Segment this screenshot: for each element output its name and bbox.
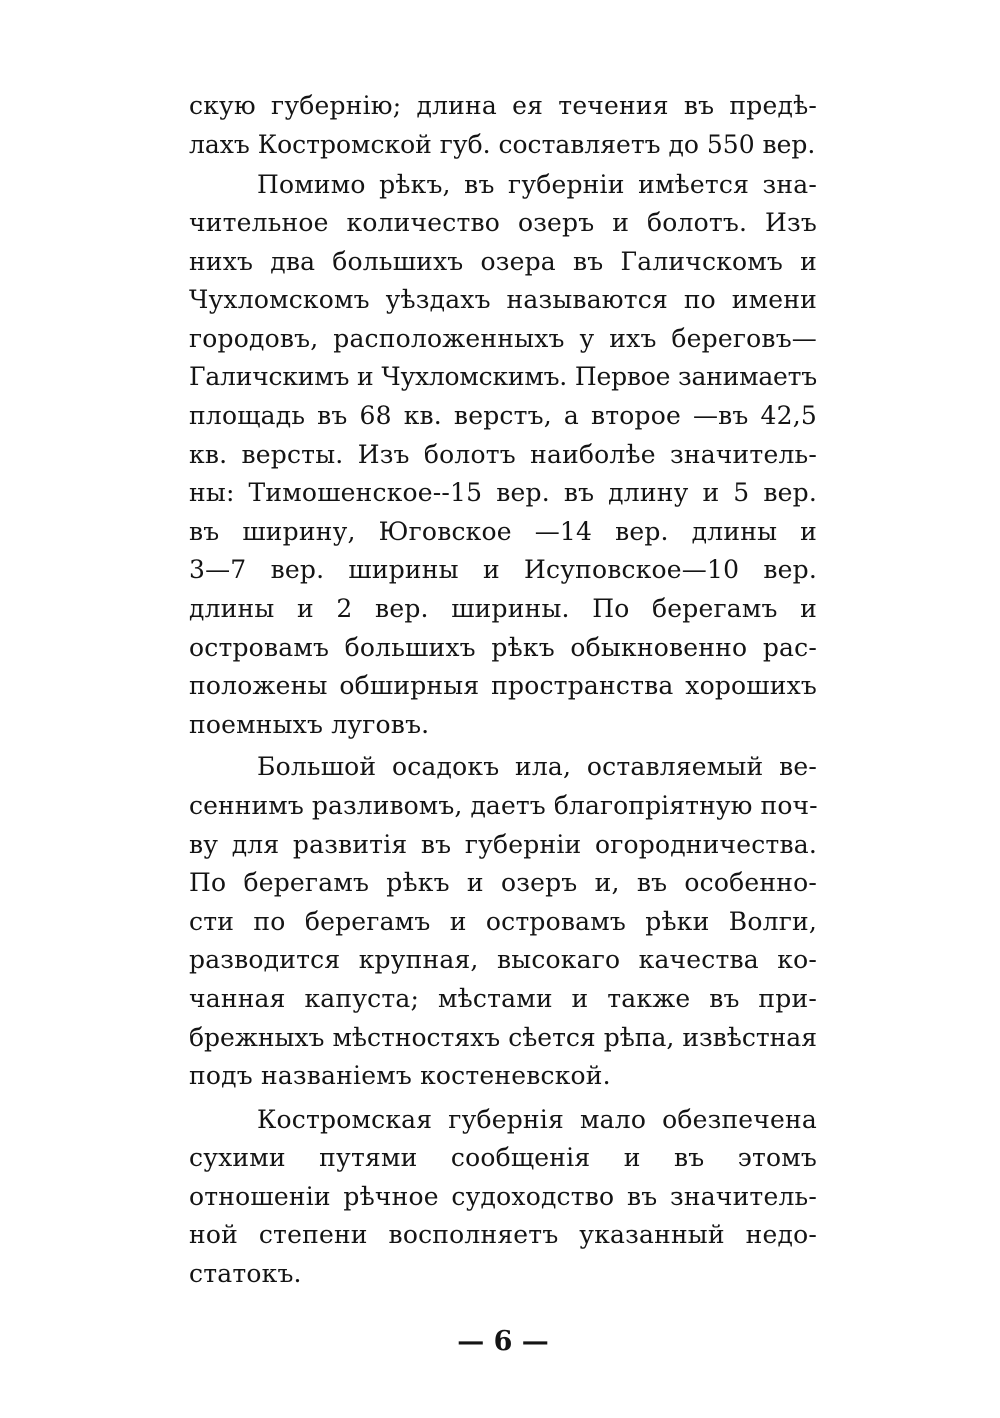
text-line: Помимо рѣкъ, въ губерніи имѣется зна- xyxy=(257,170,817,199)
text-line: скую губернію; длина ея течения въ предѣ- xyxy=(189,91,817,120)
text-line: отношеніи рѣчное судоходство въ значитель- xyxy=(189,1182,817,1211)
text-line: нихъ два большихъ озера въ Галичскомъ и xyxy=(189,247,817,276)
text-line: подъ названіемъ костеневской. xyxy=(189,1061,611,1090)
text-line: сеннимъ разливомъ, даетъ благопріятную поч- xyxy=(189,791,818,820)
text-line: чанная капуста; мѣстами и также въ при- xyxy=(189,984,817,1013)
text-line: 3—7 вер. ширины и Исуповское—10 вер. xyxy=(189,555,817,584)
text-line: длины и 2 вер. ширины. По берегамъ и xyxy=(189,594,817,623)
text-line: положены обширныя пространства хорошихъ xyxy=(189,671,817,700)
text-line: чительное количество озеръ и болотъ. Изъ xyxy=(189,208,817,237)
text-line: брежныхъ мѣстностяхъ сѣется рѣпа, извѣстная xyxy=(189,1023,817,1052)
text-line: площадь въ 68 кв. верстъ, а второе —въ 42,5 xyxy=(189,401,817,430)
text-line: въ ширину, Юговское —14 вер. длины и xyxy=(189,517,817,546)
text-line: поемныхъ луговъ. xyxy=(189,710,430,739)
text-line: ной степени восполняетъ указанный недо- xyxy=(189,1220,817,1249)
text-line: Галичскимъ и Чухломскимъ. Первое занимаетъ xyxy=(189,362,817,391)
text-line: По берегамъ рѣкъ и озеръ и, въ особенно- xyxy=(189,868,817,897)
text-line: ву для развитія въ губерніи огородничества. xyxy=(189,830,817,859)
text-line: разводится крупная, высокаго качества ко- xyxy=(189,945,817,974)
text-line: сухими путями сообщенія и въ этомъ xyxy=(189,1143,817,1172)
text-line: Большой осадокъ ила, оставляемый ве- xyxy=(257,752,817,781)
text-line: островамъ большихъ рѣкъ обыкновенно рас- xyxy=(189,633,817,662)
text-line: Костромская губернія мало обезпечена xyxy=(257,1105,817,1134)
text-line: Чухломскомъ уѣздахъ называются по имени xyxy=(189,285,817,314)
text-line: ны: Тимошенское--15 вер. въ длину и 5 вер. xyxy=(189,478,817,507)
text-line: лахъ Костромской губ. составляетъ до 550 вер. xyxy=(189,130,816,159)
text-line: статокъ. xyxy=(189,1259,302,1288)
text-line: городовъ, расположенныхъ у ихъ береговъ— xyxy=(189,324,817,353)
page-number: — 6 — xyxy=(457,1326,549,1357)
text-line: кв. версты. Изъ болотъ наиболѣе значитель- xyxy=(189,440,817,469)
text-line: сти по берегамъ и островамъ рѣки Волги, xyxy=(189,907,817,936)
